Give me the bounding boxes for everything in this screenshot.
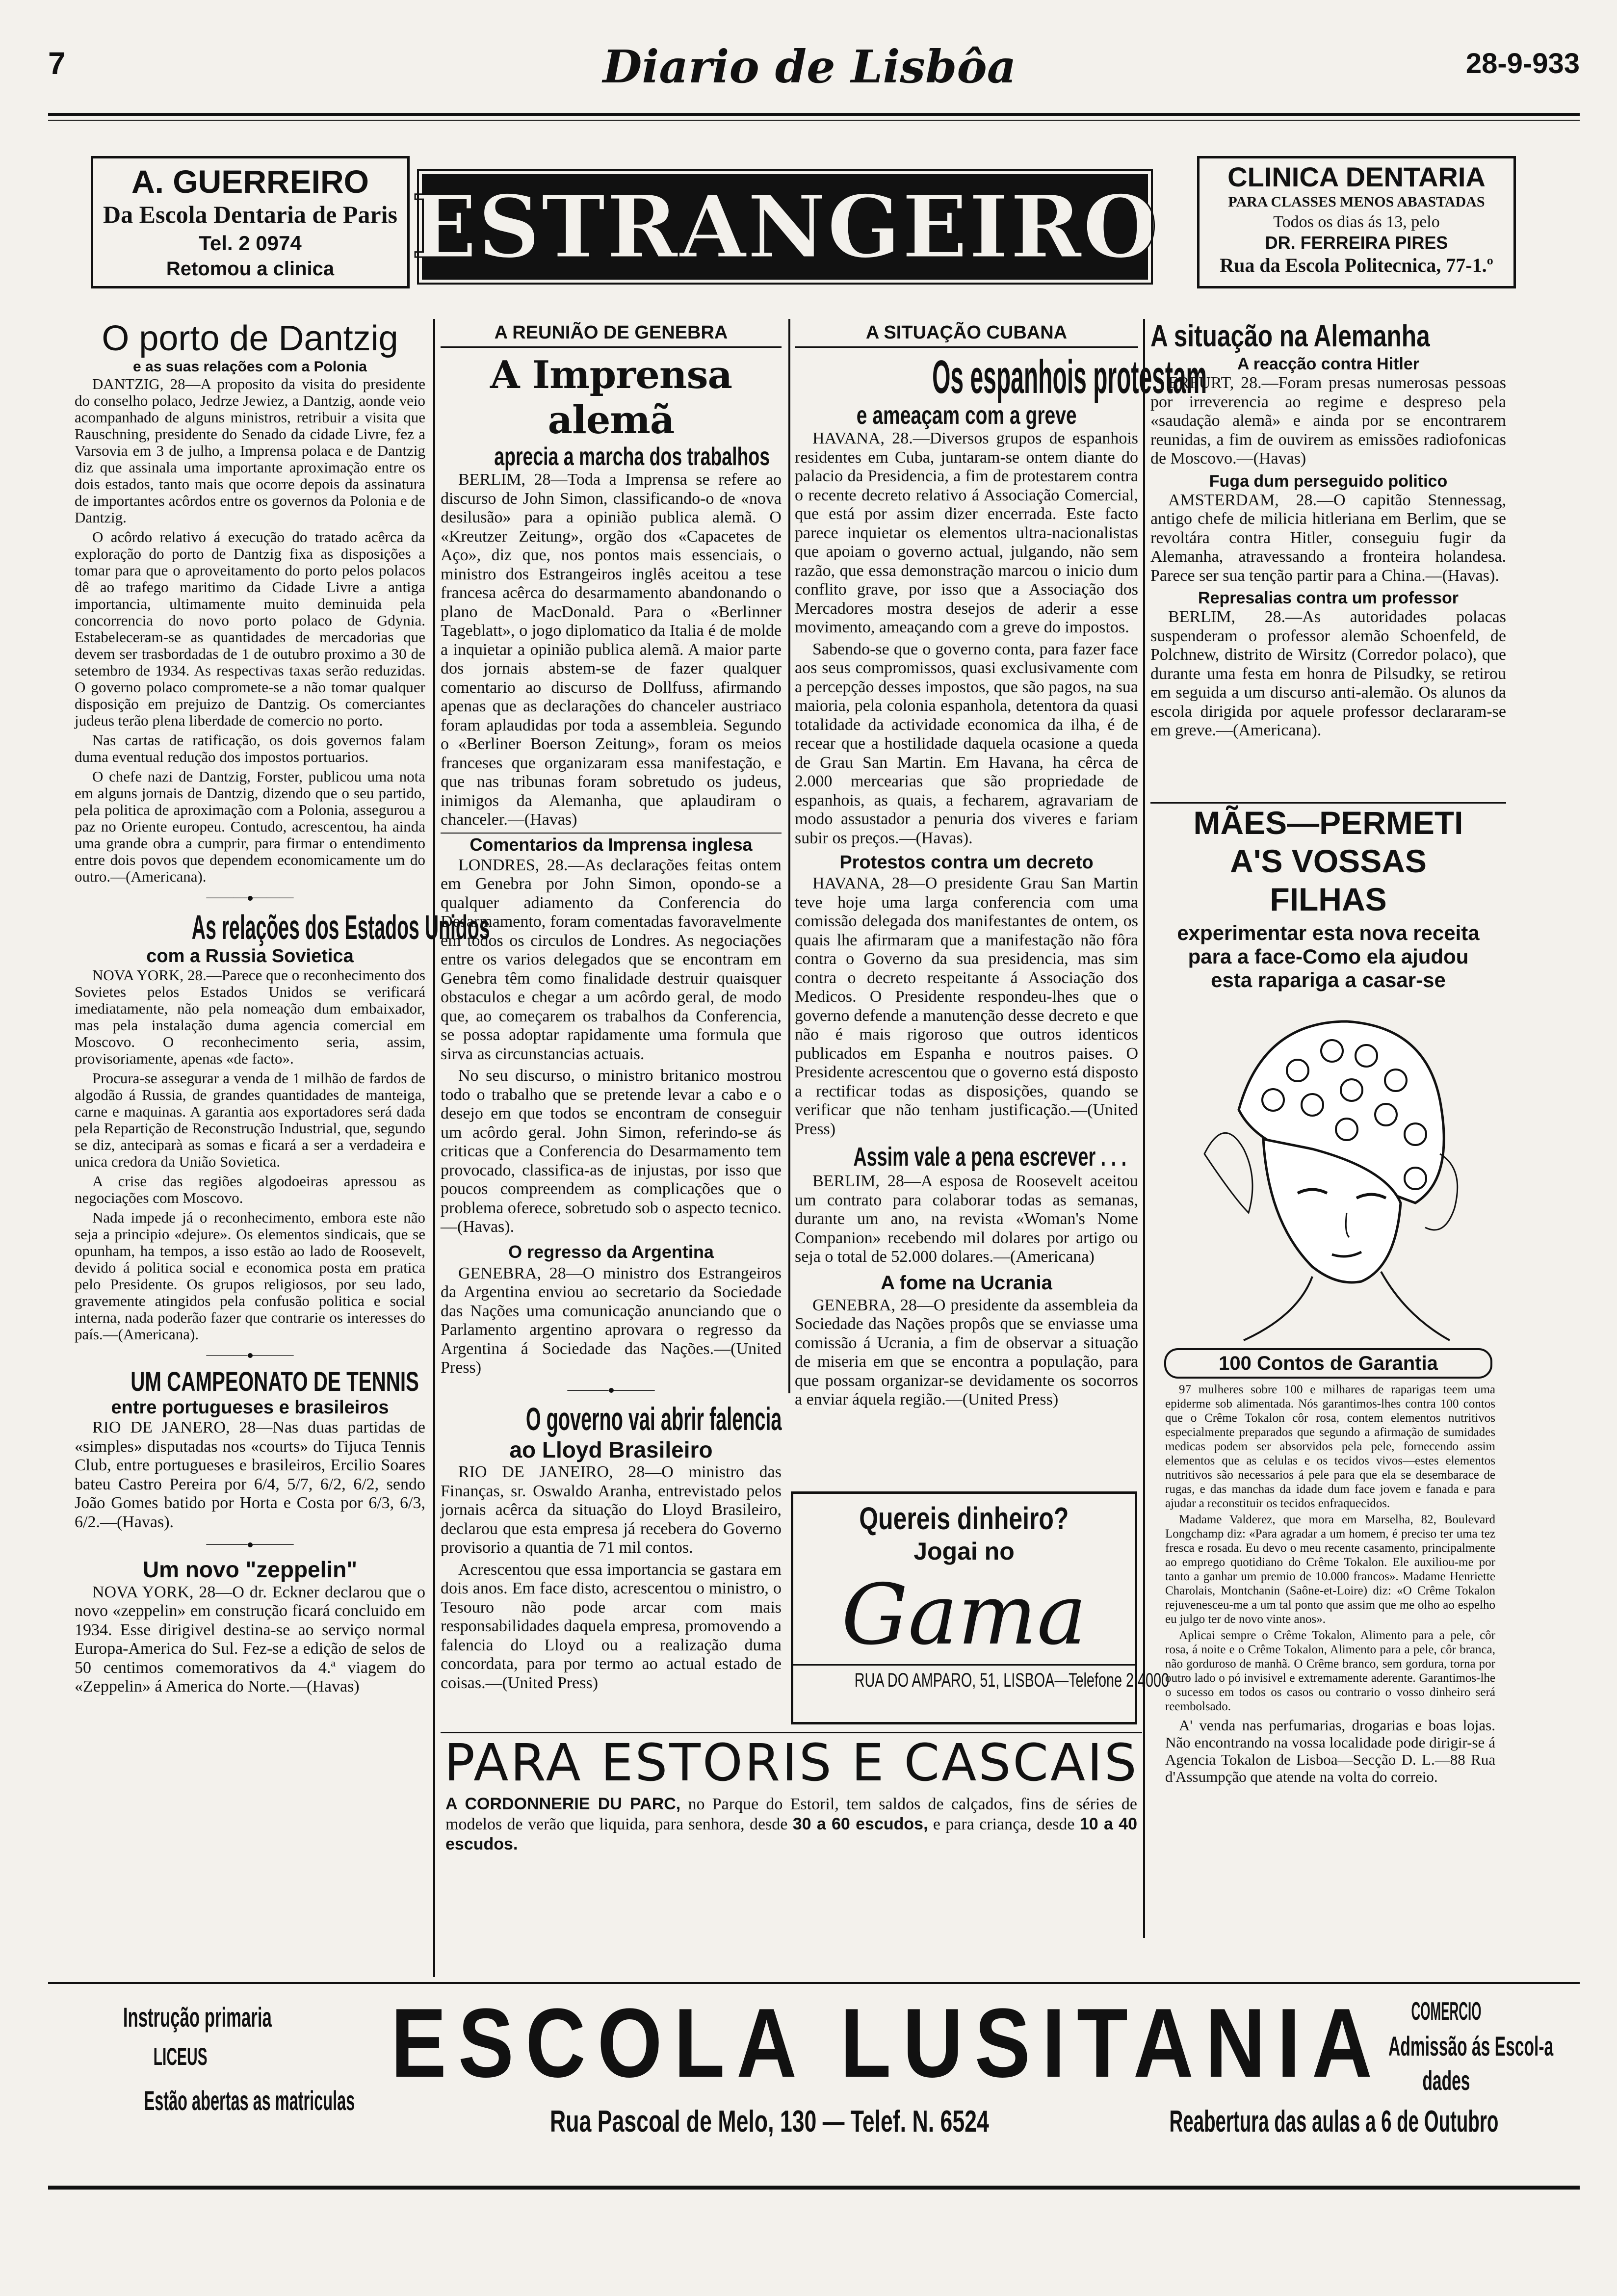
estoril-brand: A CORDONNERIE DU PARC, — [445, 1795, 681, 1813]
argentina-heading: O regresso da Argentina — [508, 1241, 714, 1262]
zeppelin-paragraph: NOVA YORK, 28—O dr. Eckner declarou que o novo «zeppelin» em construção ficará concluido em 1934. Esse dirigivel destina-se ao serviço normal Europa-America do Sul. Fez-se a edição de selos de 50 centimos comemorativos da 4.ª viagem do «Zeppelin» á America do Norte.—(Havas) — [75, 1583, 425, 1696]
dantzig-heading: O porto de Dantzig — [102, 319, 398, 358]
fugitive-heading: Fuga dum perseguido politico — [1209, 471, 1448, 491]
clinica-line4: Rua da Escola Politecnica, 77-1.º — [1220, 254, 1493, 276]
escola-left-3: Estão abertas as matriculas — [144, 2085, 355, 2116]
bottom-rule — [48, 2186, 1580, 2190]
english-press-paragraph-2: No seu discurso, o ministro britanico mostrou todo o trabalho que se pretende levar a cabo e o desejo em que todos se encontram de conseguir um acôrdo geral. John Simon, referindo-se ás criticas que a Conferencia do Desarmamento tem provocado, classifica-as de injustas, por isso que poucos compreendem as complicações que o problema oferece, sobretudo sob o aspecto tecnico.—(Havas). — [441, 1067, 782, 1236]
argentina-paragraph: GENEBRA, 28—O ministro dos Estrangeiros da Argentina enviou ao secretario da Sociedade das Nações uma comunicação anunciando que o Parlamento argentino aprovara o regresso da Argentina á Sociedade das Nações.—(United Press) — [441, 1264, 782, 1377]
clinica-ad — [1197, 156, 1516, 288]
clinica-line1: PARA CLASSES MENOS ABASTADAS — [1228, 194, 1485, 210]
english-press-heading: Comentarios da Imprensa inglesa — [441, 833, 782, 856]
header-rule — [48, 113, 1580, 116]
dantzig-paragraph-4: O chefe nazi de Dantzig, Forster, publicou uma nota em alguns jornais de Dantzig, dizendo que o seu partido, pela politica de aproximação com a Polonia, assegurou a paz no Oriente europeu. Contudo, acrescentou, ha ainda uma grande obra a cumprir, para firmar o entendimento entre dois povos que dependem economicamente um do outro.—(Americana). — [75, 768, 425, 885]
gama-ad — [791, 1491, 1170, 1724]
spanish-paragraph-2: Sabendo-se que o governo conta, para fazer face aos seus compromissos, quasi exclusivamente com a percepção desses impostos, que são pagos, na sua maioria, pela colonia espanhola, detentora da quasi totalidade da actividade economica da ilha, é de recear que a hostilidade daquela ocasione a queda de Grau San Martin. Em Havana, ha cêrca de 2.000 mercearias que são propriedade de espanhois, as quais, a fecharem, agravariam de modo assustador a penuria dos viveres e fariam subir os preços.—(Havas). — [795, 640, 1138, 847]
press-paragraph: BERLIM, 28—Toda a Imprensa se refere ao discurso de John Simon, classificando-o de «nova desilusão» para a opinião publica alemã. O «Kreutzer Zeitung», orgão dos «Capacetes de Aço», diz que, nos pontos mais essenciais, o ministro dos Estrangeiros inglês aceitou a tese francesa acêrca do desarmamento abandonando o plano de MacDonald. Para o «Berlinner Tageblatt», o jogo diplomatico da Italia é de molde a inquietar a opinião publica alemã. A maior parte dos jornais abstem-se de fazer qualquer comentario ao discurso de Dollfuss, afirmando apenas que as declarações do chanceler austriaco foram aplaudidas por toda a assembleia. Segundo o «Berliner Boerson Zeitung», foram os meios franceses que organizaram essa manifestação, e que nas tribunas foram sobretudo os judeus, inimigos da Alemanha, que aplaudiram o chanceler.—(Havas) — [441, 470, 782, 829]
dantzig-subheading: e as suas relações com a Polonia — [133, 359, 367, 375]
tennis-heading: UM CAMPEONATO DE TENNIS — [130, 1366, 419, 1397]
press-subheading: aprecia a marcha dos trabalhos — [494, 443, 770, 471]
estoril-body-2: e para criança, desde — [933, 1815, 1075, 1833]
footer-rule — [48, 1982, 1580, 1984]
tokalon-paragraph-3: Aplicai sempre o Crême Tokalon, Alimento para a pele, côr rosa, á noite e o Crême Tokalon, Alimento para a pele, côr branca, não gorduroso de manhã. O Crême branco, sem gordura, torna por outro lado o pó invisivel e extremamente aderente. Garantimos-lhe o sucesso em todos os casos ou contrario o vosso dinheiro será reembolsado. — [1165, 1629, 1495, 1713]
header-rule-thin — [48, 120, 1580, 121]
estoril-body: no Parque do Estoril, tem saldos de calçados, fins de séries de modelos de verão que liquida, para senhora, desde — [445, 1795, 1137, 1833]
escola-right-2: Admissão ás Escol-a — [1388, 2031, 1554, 2061]
clinica-line2: Todos os dias ás 13, pelo — [1273, 213, 1440, 231]
english-press-paragraph-1: LONDRES, 28.—As declarações feitas ontem em Genebra por John Simon, opondo-se a qualquer adiamento da Conferencia do Desarmamento, foram comentadas favoravelmente em todos os circulos de Londres. As negociações entre os varios delegados que se encontram em Genebra têm como finalidade destruir quaisquer obstaculos e chegar a um acôrdo geral, de modo que, ao começarem os trabalhos da Conferencia, se possa adoptar rapidamente uma formula que sirva as circunstancias actuais. — [441, 856, 782, 1063]
press-heading: A Imprensa alemã — [490, 353, 732, 443]
usa-russia-paragraph-2: Procura-se assegurar a venda de 1 milhão de fardos de algodão á Russia, de grandes quantidades de manteiga, carne e maquinas. A garantia aos exportadores será dada pela Repartição de Reconstrução Industrial, que, segundo se diz, anteciparà as somas e ficará a ser a verdadeira e unica credora da União Sovietica. — [75, 1069, 425, 1170]
section-title: ESTRANGEIRO — [411, 176, 1159, 278]
germany-heading: A situação na Alemanha — [1150, 319, 1430, 353]
usa-russia-paragraph-1: NOVA YORK, 28.—Parece que o reconhecimento dos Sovietes pelos Estados Unidos se verificará imediatamente, não pela nomeação dum embaixador, mas pela instalação duma agencia comercial em Moscovo. O reconhecimento seria, assim, provisoriamente, apenas «de facto». — [75, 966, 425, 1067]
decree-paragraph: HAVANA, 28—O presidente Grau San Martin teve hoje uma larga conferencia com uma comissão delegada dos manifestantes de ontem, os quais lhe afirmaram que a manifestação não fôra contra o Governo da sua presidencia, mas sim contra o decreto respeitante á Associação dos Medicos. O Presidente respondeu-lhes que o governo defende a manutenção desse decreto e que não é mais rigoroso que outros identicos publicados em Espanha e noutros paises. O Presidente acrescentou que o governo está disposto a rectificar todas as disposições, quando se verificar que não tenham justificação.—(United Press) — [795, 874, 1138, 1138]
usa-russia-paragraph-3: A crise das regiões algodoeiras apressou as negociações com Moscovo. — [75, 1172, 425, 1206]
usa-russia-paragraph-4: Nada impede já o reconhecimento, embora este não seja a principio «dejure». Os elementos sindicais, que se opunham, ha tempos, a isso estão ao lado de Roosevelt, devido á politica social e economica posta em pratica pelo Presidente. Os grupos religiosos, por seu lado, gravemente atingidos pela confusão politica e social interna, nada poderão fazer que contrarie os interesses do país.—(Americana). — [75, 1208, 425, 1343]
clinica-title: CLINICA DENTARIA — [1227, 161, 1486, 192]
write-paragraph: BERLIM, 28—A esposa de Roosevelt aceitou um contrato para colaborar todas as semanas, durante um ano, na revista «Woman's Nome Companion» recebendo mil dolares por artigo ou seja o total de 52.000 dolares.—(Americana) — [795, 1172, 1138, 1266]
tokalon-ad — [1150, 802, 1506, 1980]
escola-right-1: COMERCIO — [1411, 1997, 1482, 2026]
spanish-heading: Os espanhois protestam — [932, 351, 1207, 403]
germany-paragraph-1: ERFURT, 28.—Foram presas numerosas pessoas por irreverencia ao regime e despreso pela «saudação alemã» e ainda por se encontrarem reunidas, a fim de ouvirem as emissões radiofonicas de Moscovo.—(Havas) — [1150, 374, 1506, 468]
professor-heading: Represalias contra um professor — [1198, 589, 1459, 607]
gama-sub: Jogai no — [913, 1538, 1015, 1565]
germany-subheading: A reacção contra Hitler — [1237, 355, 1419, 373]
column-1 — [75, 319, 490, 1982]
estoril-price-1: 30 a 60 escudos, — [792, 1815, 928, 1833]
escola-left-2: LICEUS — [153, 2043, 208, 2070]
tokalon-paragraph-4: A' venda nas perfumarias, drogarias e boas lojas. Não encontrando na vossa localidade pode dirigir-se á Agencia Tokalon de Lisboa—Secção D. L.—88 Rua d'Assumpção que atende na volta do correio. — [1165, 1717, 1495, 1785]
column-rule-2 — [788, 319, 790, 1393]
column-3 — [795, 319, 1207, 1487]
tokalon-paragraph-1: 97 mulheres sobre 100 e milhares de raparigas teem uma epiderme sob alimentada. Nós garantimos-lhes contra 100 contos que o Crême Tokalon côr rosa, contem elementos nutritivos especialmente preparados que segundo a afirmação de sumidades medicas podem ser absorvidos pela pele, fornecendo assim elementos que as celulas e os tecidos vivos—estes elementos nutritivos são necessarios á pele para que ela se desembarace de rugas, e das manchas da idade dum face jovem e fanada e para ajudar a reconstituir os tecidos enfraquecidos. — [1165, 1383, 1495, 1510]
column-2 — [441, 319, 782, 1692]
estoril-title: PARA ESTORIS E CASCAIS — [444, 1733, 1139, 1793]
write-heading: Assim vale a pena escrever . . . — [853, 1142, 1127, 1172]
estoril-price-2: 10 a 40 escudos. — [445, 1815, 1137, 1853]
tokalon-subtitle: experimentar esta nova receita para a face-Como ela ajudou esta rapariga a casar-se — [1177, 921, 1480, 991]
geneva-kicker: A REUNIÃO DE GENEBRA — [441, 319, 782, 348]
separator: ——— ——— — [206, 1536, 294, 1551]
guerreiro-name: A. GUERREIRO — [131, 163, 369, 200]
clinica-line3: DR. FERREIRA PIRES — [1265, 233, 1448, 253]
decree-heading: Protestos contra um decreto — [839, 852, 1094, 873]
estoril-text — [441, 1792, 1142, 1856]
separator: ——— ——— — [567, 1382, 655, 1397]
column-4 — [1150, 319, 1506, 790]
guarantee-badge: 100 Contos de Garantia — [1164, 1348, 1492, 1379]
ukraine-paragraph: GENEBRA, 28—O presidente da assembleia da Sociedade das Nações propôs que se enviasse uma comissão á Ucrania, a fim de observar a situação de miseria em que se encontra a população, para que possam organizar-se devidamente os socorros a enviar áquela região.—(United Press) — [795, 1296, 1138, 1409]
escola-ad — [48, 1987, 1580, 2183]
zeppelin-heading: Um novo "zeppelin" — [142, 1556, 358, 1582]
usa-russia-heading: As relações dos Estados Unidos — [191, 908, 490, 946]
spanish-paragraph-1: HAVANA, 28.—Diversos grupos de espanhois residentes em Cuba, juntaram-se ontem diante do palacio da Presidencia, a fim de protestarem contra o recente decreto relativo á Associação Comercial, que está por assim dizer encerrada. Este facto parece inquietar os elementos ultra-nacionalistas que apoiam o governo actual, julgando, não sem razão, que essa demonstração marcou o inicio dum conflito grave, por isso que a Associação dos Mercadores mostra desejos de aderir a esse movimento, ameaçando com a greve do impostos. — [795, 429, 1138, 636]
escola-reopen: Reabertura das aulas a 6 de Outubro — [1169, 2105, 1499, 2139]
escola-left-1: Instrução primaria — [123, 2002, 272, 2033]
guerreiro-tel: Tel. 2 0974 — [199, 232, 302, 255]
page-number: 7 — [48, 46, 66, 81]
germany-paragraph-3: BERLIM, 28.—As autoridades polacas suspenderam o professor alemão Schoenfeld, de Polchnew, distrito de Wirsitz (Corredor polaco), que durante uma festa em honra de Pilsudky, se retirou em seguida a um discurso anti-alemão. Os alunos da escola dirigida por aquele professor declararam-se em greve.—(Americana). — [1150, 608, 1506, 739]
germany-paragraph-2: AMSTERDAM, 28.—O capitão Stennessag, antigo chefe de milicia hitleriana em Berlim, que se revoltára contra Hitler, conseguiu fugir da Alemanha, atravessando a fronteira holandesa. Parece ser sua tenção partir para a China.—(Havas). — [1150, 491, 1506, 585]
escola-title: ESCOLA LUSITANIA — [391, 1988, 1384, 2098]
lloyd-paragraph-2: Acrescentou que essa importancia se gastara em dois anos. Em face disto, acrescentou o ministro, o Tesouro não pode arcar com mais responsabilidades daquela empresa, promovendo a falencia do Lloyd ou a realização duma concordata, para por termo ao actual estado de coisas.—(United Press) — [441, 1560, 782, 1692]
lloyd-paragraph-1: RIO DE JANEIRO, 28—O ministro das Finanças, sr. Oswaldo Aranha, entrevistado pelos jornais acêrca da situação do Lloyd Brasileiro, declarou que esta empresa já recebera do Governo provisorio a quantia de 71 mil contos. — [441, 1463, 782, 1557]
cuba-kicker: A SITUAÇÃO CUBANA — [795, 319, 1138, 348]
tokalon-body — [1150, 1383, 1506, 1785]
dantzig-paragraph-3: Nas cartas de ratificação, os dois governos falam duma eventual redução dos impostos portuarios. — [75, 731, 425, 765]
escola-right-3: dades — [1422, 2065, 1470, 2096]
tokalon-title: MÃES—PERMETI A'S VOSSAS FILHAS — [1193, 805, 1463, 917]
issue-date: 28-9-933 — [1465, 48, 1580, 79]
lloyd-subheading: ao Lloyd Brasileiro — [509, 1437, 713, 1462]
guerreiro-note: Retomou a clinica — [166, 258, 335, 280]
column-rule-1 — [433, 319, 435, 1977]
tennis-subheading: entre portugueses e brasileiros — [111, 1397, 389, 1418]
tennis-paragraph: RIO DE JANERO, 28—Nas duas partidas de «simples» disputadas nos «courts» do Tijuca Tennis Club, entre portugueses e brasileiros, Ercilio Soares bateu Castro Pereira por 6/4, 5/7, 6/2, 6/2, sendo João Gomes batido por Horta e Costa por 6/3, 6/3, 6/2.—(Havas). — [75, 1418, 425, 1531]
ukraine-heading: A fome na Ucrania — [881, 1272, 1052, 1294]
separator: ——— ——— — [206, 1347, 294, 1362]
column-rule-3 — [1143, 319, 1145, 1938]
section-banner — [411, 174, 1159, 280]
guerreiro-school: Da Escola Dentaria de Paris — [103, 201, 397, 228]
dantzig-paragraph-1: DANTZIG, 28—A proposito da visita do presidente do conselho polaco, Jedrze Jewiez, a Dantzig, aonde veio acompanhado de alguns ministros, retribuir a visita que Rauschning, presidente do Senado da cidade Livre, fez a Varsovia em 3 de julho, a Imprensa polaca e de Dantzig diz que assinala uma importante aproximação entre os dois estados, tanto mais que ocorre depois da assinatura de importantes acôrdos entre os governos da Polonia e de Dantzig. — [75, 375, 425, 526]
lloyd-heading: O governo vai abrir falencia — [525, 1401, 782, 1437]
usa-russia-subheading: com a Russia Sovietica — [146, 945, 354, 966]
gama-title: Quereis dinheiro? — [859, 1501, 1069, 1536]
tokalon-paragraph-2: Madame Valderez, que mora em Marselha, 82, Boulevard Longchamp diz: «Para agradar a um homem, é preciso ter uma tez fresca e rosada. Eu devo o meu recente casamento, principalmente ao emprego quotidiano do Crême Tokalon. Ele auxiliou-me por tanto a ganhar um premio de 10.000 francos». Madame Henriette Charolais, Montchanin (Saône-et-Loire) diz: «O Crême Tokalon rejuvenesceu-me a um tal ponto que assim que me olho ao espelho eu julgo ter de novo vinte anos». — [1165, 1513, 1495, 1626]
estoril-ad — [441, 1732, 1142, 1980]
separator: ——— ——— — [206, 889, 294, 905]
dantzig-paragraph-2: O acôrdo relativo á execução do tratado acêrca da exploração do porto de Dantzig fixa as disposições a tomar para que o aproveitamento do porto pelos polacos dê ao trafego maritimo da Cidade Livre a antiga importancia, ultimamente muito deminuida pela concorrencia do novo porto polaco de Gdynia. Estabeleceram-se as quantidades de mercadorias que devem ser trasbordadas de 1 de outubro proximo a 30 de setembro de 1934. As respectivas taxas serão reduzidas. O governo polaco compromete-se a não tomar qualquer disposição em prejuizo de Dantzig. Os comerciantes judeus terão plena liberdade de comercio no porto. — [75, 528, 425, 729]
gama-brand: Gama — [841, 1566, 1087, 1664]
gama-address: RUA DO AMPARO, 51, LISBOA—Telefone 2 4000 — [793, 1664, 1135, 1695]
guerreiro-ad — [91, 156, 410, 288]
woman-illustration — [1150, 992, 1506, 1345]
newspaper-masthead: Diario de Lisbôa — [602, 40, 1017, 93]
spanish-subheading: e ameaçam com a greve — [856, 401, 1077, 430]
escola-address: Rua Pascoal de Melo, 130 — Telef. N. 6524 — [549, 2105, 989, 2139]
